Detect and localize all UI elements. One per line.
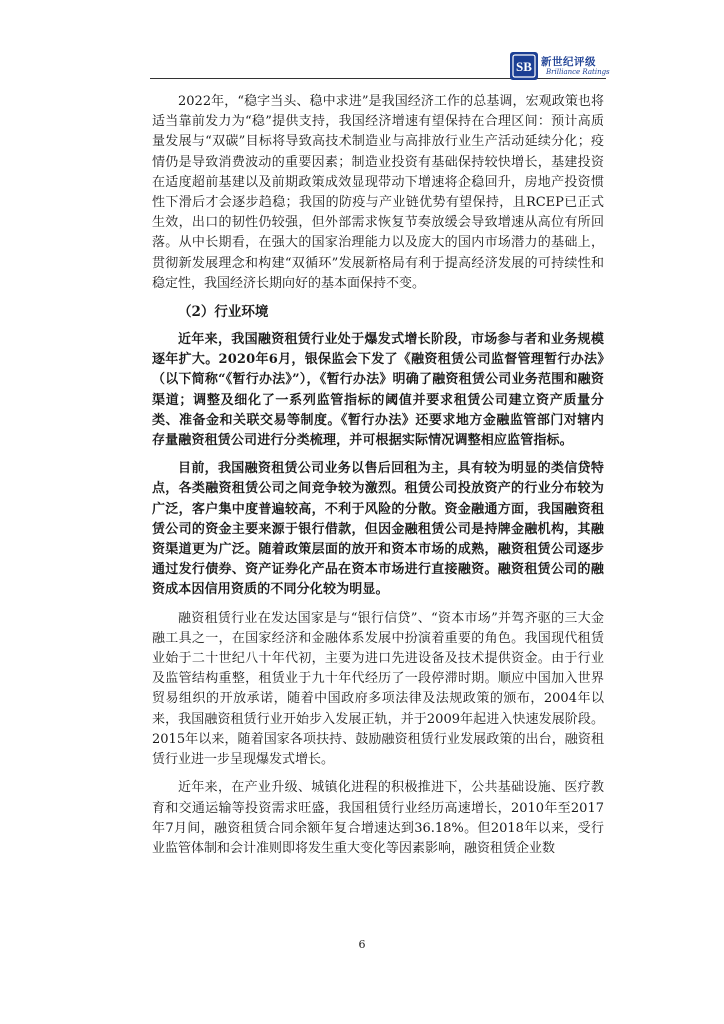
paragraph-regulation: 近年来，我国融资租赁行业处于爆发式增长阶段，市场参与者和业务规模逐年扩大。2020年6月，银保监会下发了《融资租赁公司监督管理暂行办法》（以下简称“《暂行办法》”），《暂行办法》明确了融资租赁公司业务范围和融资渠道；调整及细化了一系列监管指标的阈值并要求租赁公司建立资产质量分类、准备金和关联交易等制度。《暂行办法》还要求地方金融监管部门对辖内存量融资租赁公司进行分类梳理，并可根据实际情况调整相应监管指标。: [152, 332, 604, 449]
section-heading-industry: （2）行业环境: [178, 304, 269, 321]
logo-mark-icon: [510, 52, 538, 80]
document-body: [152, 92, 604, 859]
logo-letters: SB: [516, 59, 532, 74]
logo-english-name: Brilliance Ratings: [546, 68, 610, 76]
paragraph-business-model: 目前，我国融资租赁公司业务以售后回租为主，具有较为明显的类信贷特点，各类融资租赁公司之间竞争较为激烈。租赁公司投放资产的行业分布较为广泛，客户集中度普遍较高，不利于风险的分散。资金融通方面，我国融资租赁公司的资金主要来源于银行借款，但因金融租赁公司是持牌金融机构，其融资渠道更为广泛。随着政策层面的放开和资本市场的成熟，融资租赁公司逐步通过发行债券、资产证券化产品在资本市场进行直接融资。融资租赁公司的融资成本因信用资质的不同分化较为明显。: [152, 461, 604, 598]
paragraph-recent-growth: 近年来，在产业升级、城镇化进程的积极推进下，公共基础设施、医疗教育和交通运输等投资需求旺盛，我国租赁行业经历高速增长，2010年至2017年7月间，融资租赁合同余额年复合增速达到36.18%。但2018年以来，受行业监管体制和会计准则即将发生重大变化等因素影响，融资租赁企业数: [152, 780, 604, 856]
logo-chinese-name: 新世纪评级: [541, 56, 596, 68]
company-logo: [510, 52, 614, 82]
page-number: 6: [358, 938, 366, 951]
paragraph-macro-outlook: 2022年，“稳字当头、稳中求进”是我国经济工作的总基调，宏观政策也将适当靠前发力为“稳”提供支持，我国经济增速有望保持在合理区间：预计高质量发展与“双碳”目标将导致高技术制造业与高排放行业生产活动延续分化；疫情仍是导致消费波动的重要因素；制造业投资有基础保持较快增长，基建投资在适度超前基建以及前期政策成效显现带动下增速将企稳回升，房地产投资惯性下滑后才会逐步趋稳；我国的防疫与产业链优势有望保持，且RCEP已正式生效，出口的韧性仍较强，但外部需求恢复节奏放缓会导致增速从高位有所回落。从中长期看，在强大的国家治理能力以及庞大的国内市场潜力的基础上，贯彻新发展理念和构建“双循环”发展新格局有利于提高经济发展的可持续性和稳定性，我国经济长期向好的基本面保持不变。: [152, 94, 604, 291]
paragraph-industry-history: 融资租赁行业在发达国家是与“银行信贷”、“资本市场”并驾齐驱的三大金融工具之一，在国家经济和金融体系发展中扮演着重要的角色。我国现代租赁业始于二十世纪八十年代初，主要为进口先进设备及技术提供资金。由于行业及监管结构重整，租赁业于九十年代经历了一段停滞时期。顺应中国加入世界贸易组织的开放承诺，随着中国政府多项法律及法规政策的颁布，2004年以来，我国融资租赁行业开始步入发展正轨，并于2009年起进入快速发展阶段。2015年以来，随着国家各项扶持、鼓励融资租赁行业发展政策的出台，融资租赁行业进一步呈现爆发式增长。: [152, 610, 604, 768]
